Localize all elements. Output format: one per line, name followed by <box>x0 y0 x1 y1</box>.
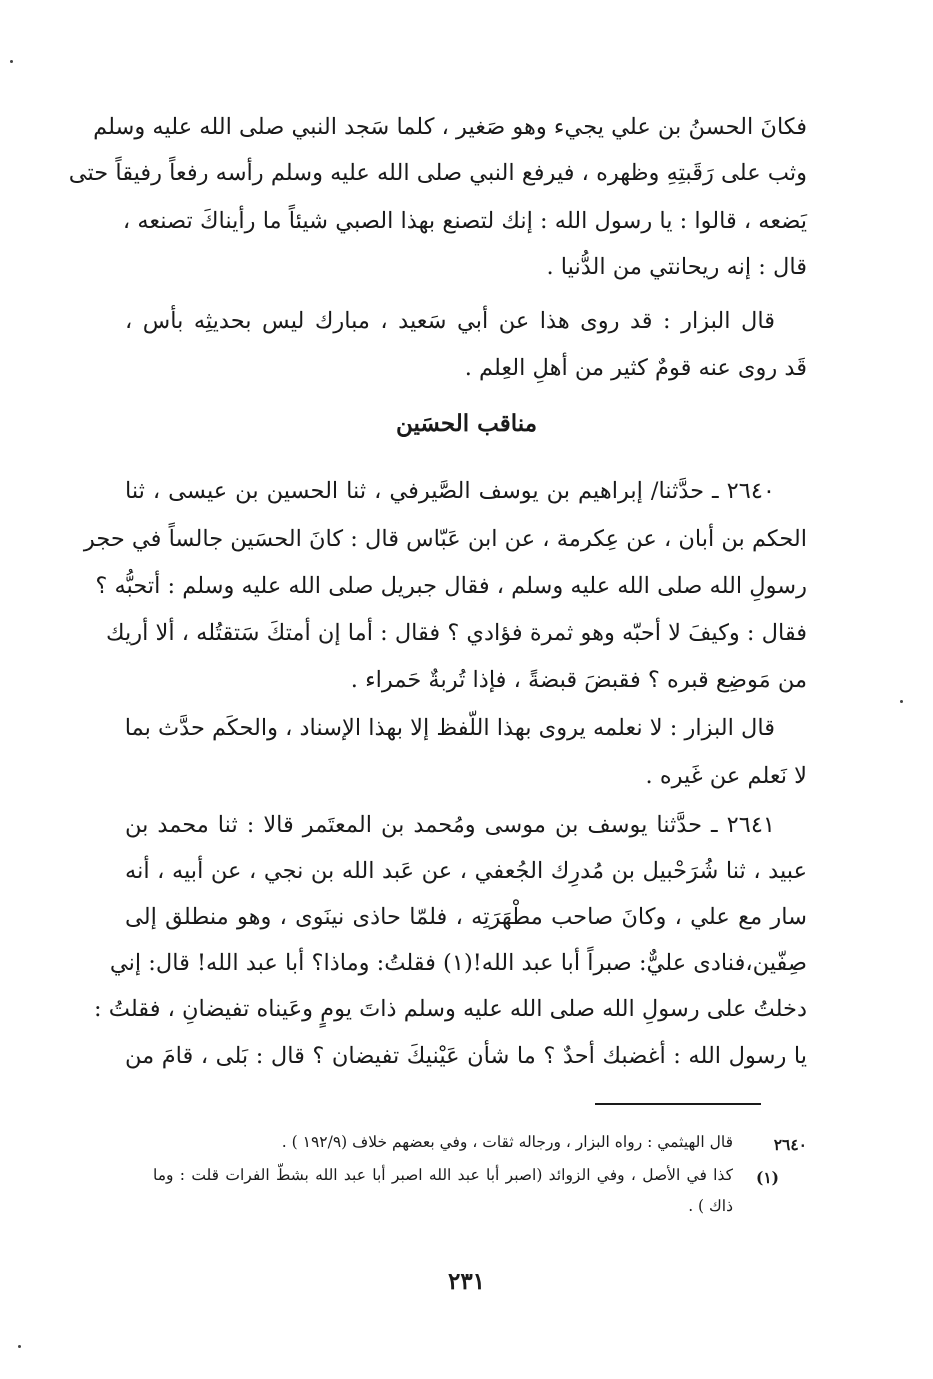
body-line: قال : إنه ريحانتي من الدُّنيا . <box>546 254 807 280</box>
hadith-line: صِفّين،فنادى عليٌّ: صبراً أبا عبد الله!(١) فقلتُ: وماذا؟ أبا عبد الله! قال: إني <box>109 950 807 976</box>
commentary-line: قال البزار : لا نعلمه يروى بهذا اللّفظ إلا بهذا الإسناد ، والحكَم حدَّث بما <box>124 715 775 741</box>
body-line: وثب على رَقَبتِهِ وظهره ، فيرفع النبي صلى الله عليه وسلم رأسه رفعاً رفيقاً حتى <box>68 160 807 186</box>
hadith-line: يا رسول الله : أغضبك أحدٌ ؟ ما شأن عَيْنيكَ تفيضان ؟ قال : بَلى ، قامَ من <box>125 1043 807 1069</box>
hadith-line: دخلتُ على رسولِ الله صلى الله عليه وسلم ذاتَ يومٍ وعَيناه تفيضانِ ، فقلتُ : <box>94 996 807 1022</box>
footnote-number: ٢٦٤٠ <box>773 1135 807 1154</box>
body-line: قَد روى عنه قومٌ كثير من أهلِ العِلم . <box>464 355 807 381</box>
body-line: يَضعه ، قالوا : يا رسول الله : إنك لتصنع بهذا الصبي شيئاً ما رأيناكَ تصنعه ، <box>122 208 807 234</box>
scan-speck <box>18 1345 21 1348</box>
body-line: قال البزار : قد روى هذا عن أبي سَعيد ، مبارك ليس بحديثِه بأس ، <box>125 308 775 334</box>
scan-speck <box>10 60 13 63</box>
hadith-line: فقال : وكيفَ لا أحبّه وهو ثمرة فؤادي ؟ فقال : أما إن أمتكَ سَتقتُله ، ألا أريك <box>106 620 807 646</box>
footnote-number: (١) <box>755 1168 779 1187</box>
commentary-line: لا نَعلم عن غَيره . <box>645 763 807 789</box>
body-line: فكانَ الحسنُ بن علي يجيء وهو صَغير ، كلما سَجد النبي صلى الله عليه وسلم <box>93 114 807 140</box>
footnote-text: قال الهيثمي : رواه البزار ، ورجاله ثقات ، وفي بعضهم خلاف (١٩٢/٩ ) . <box>281 1133 733 1151</box>
hadith-line: الحكم بن أبان ، عن عِكرمة ، عن ابن عَبّاس قال : كانَ الحسَين جالساً في حجر <box>83 526 807 552</box>
hadith-line: سار مع علي ، وكانَ صاحب مطْهَرَتِه ، فلمّا حاذى نينَوى ، وهو منطلق إلى <box>125 904 807 930</box>
footnote-rule <box>595 1103 761 1105</box>
scan-speck <box>900 700 903 703</box>
hadith-line: من مَوضِع قبره ؟ فقبضَ قبضةً ، فإذا تُربةٌ حَمراء . <box>350 667 807 693</box>
page-number: ٢٣١ <box>447 1268 486 1295</box>
hadith-line: ٢٦٤١ ـ حدَّثنا يوسف بن موسى ومُحمد بن المعتَمر قالا : ثنا محمد بن <box>125 812 775 838</box>
section-heading: مناقب الحسَين <box>395 410 538 437</box>
footnote-text: كذا في الأصل ، وفي الزوائد (اصبر أبا عبد الله اصبر أبا عبد الله بشطّ الفرات قلت : وما <box>153 1166 733 1184</box>
footnote-text: ذاك ) . <box>688 1197 733 1215</box>
hadith-line: رسولِ الله صلى الله عليه وسلم ، فقال جبريل صلى الله عليه وسلم : أتحبُّه ؟ <box>95 573 807 599</box>
hadith-line: عبيد ، ثنا شُرَحْبيل بن مُدرِك الجُعفي ، عن عَبد الله بن نجي ، عن أبيه ، أنه <box>125 858 807 884</box>
hadith-line: ٢٦٤٠ ـ حدَّثنا/ إبراهيم بن يوسف الصَّيرفي ، ثنا الحسين بن عيسى ، ثنا <box>125 478 775 504</box>
